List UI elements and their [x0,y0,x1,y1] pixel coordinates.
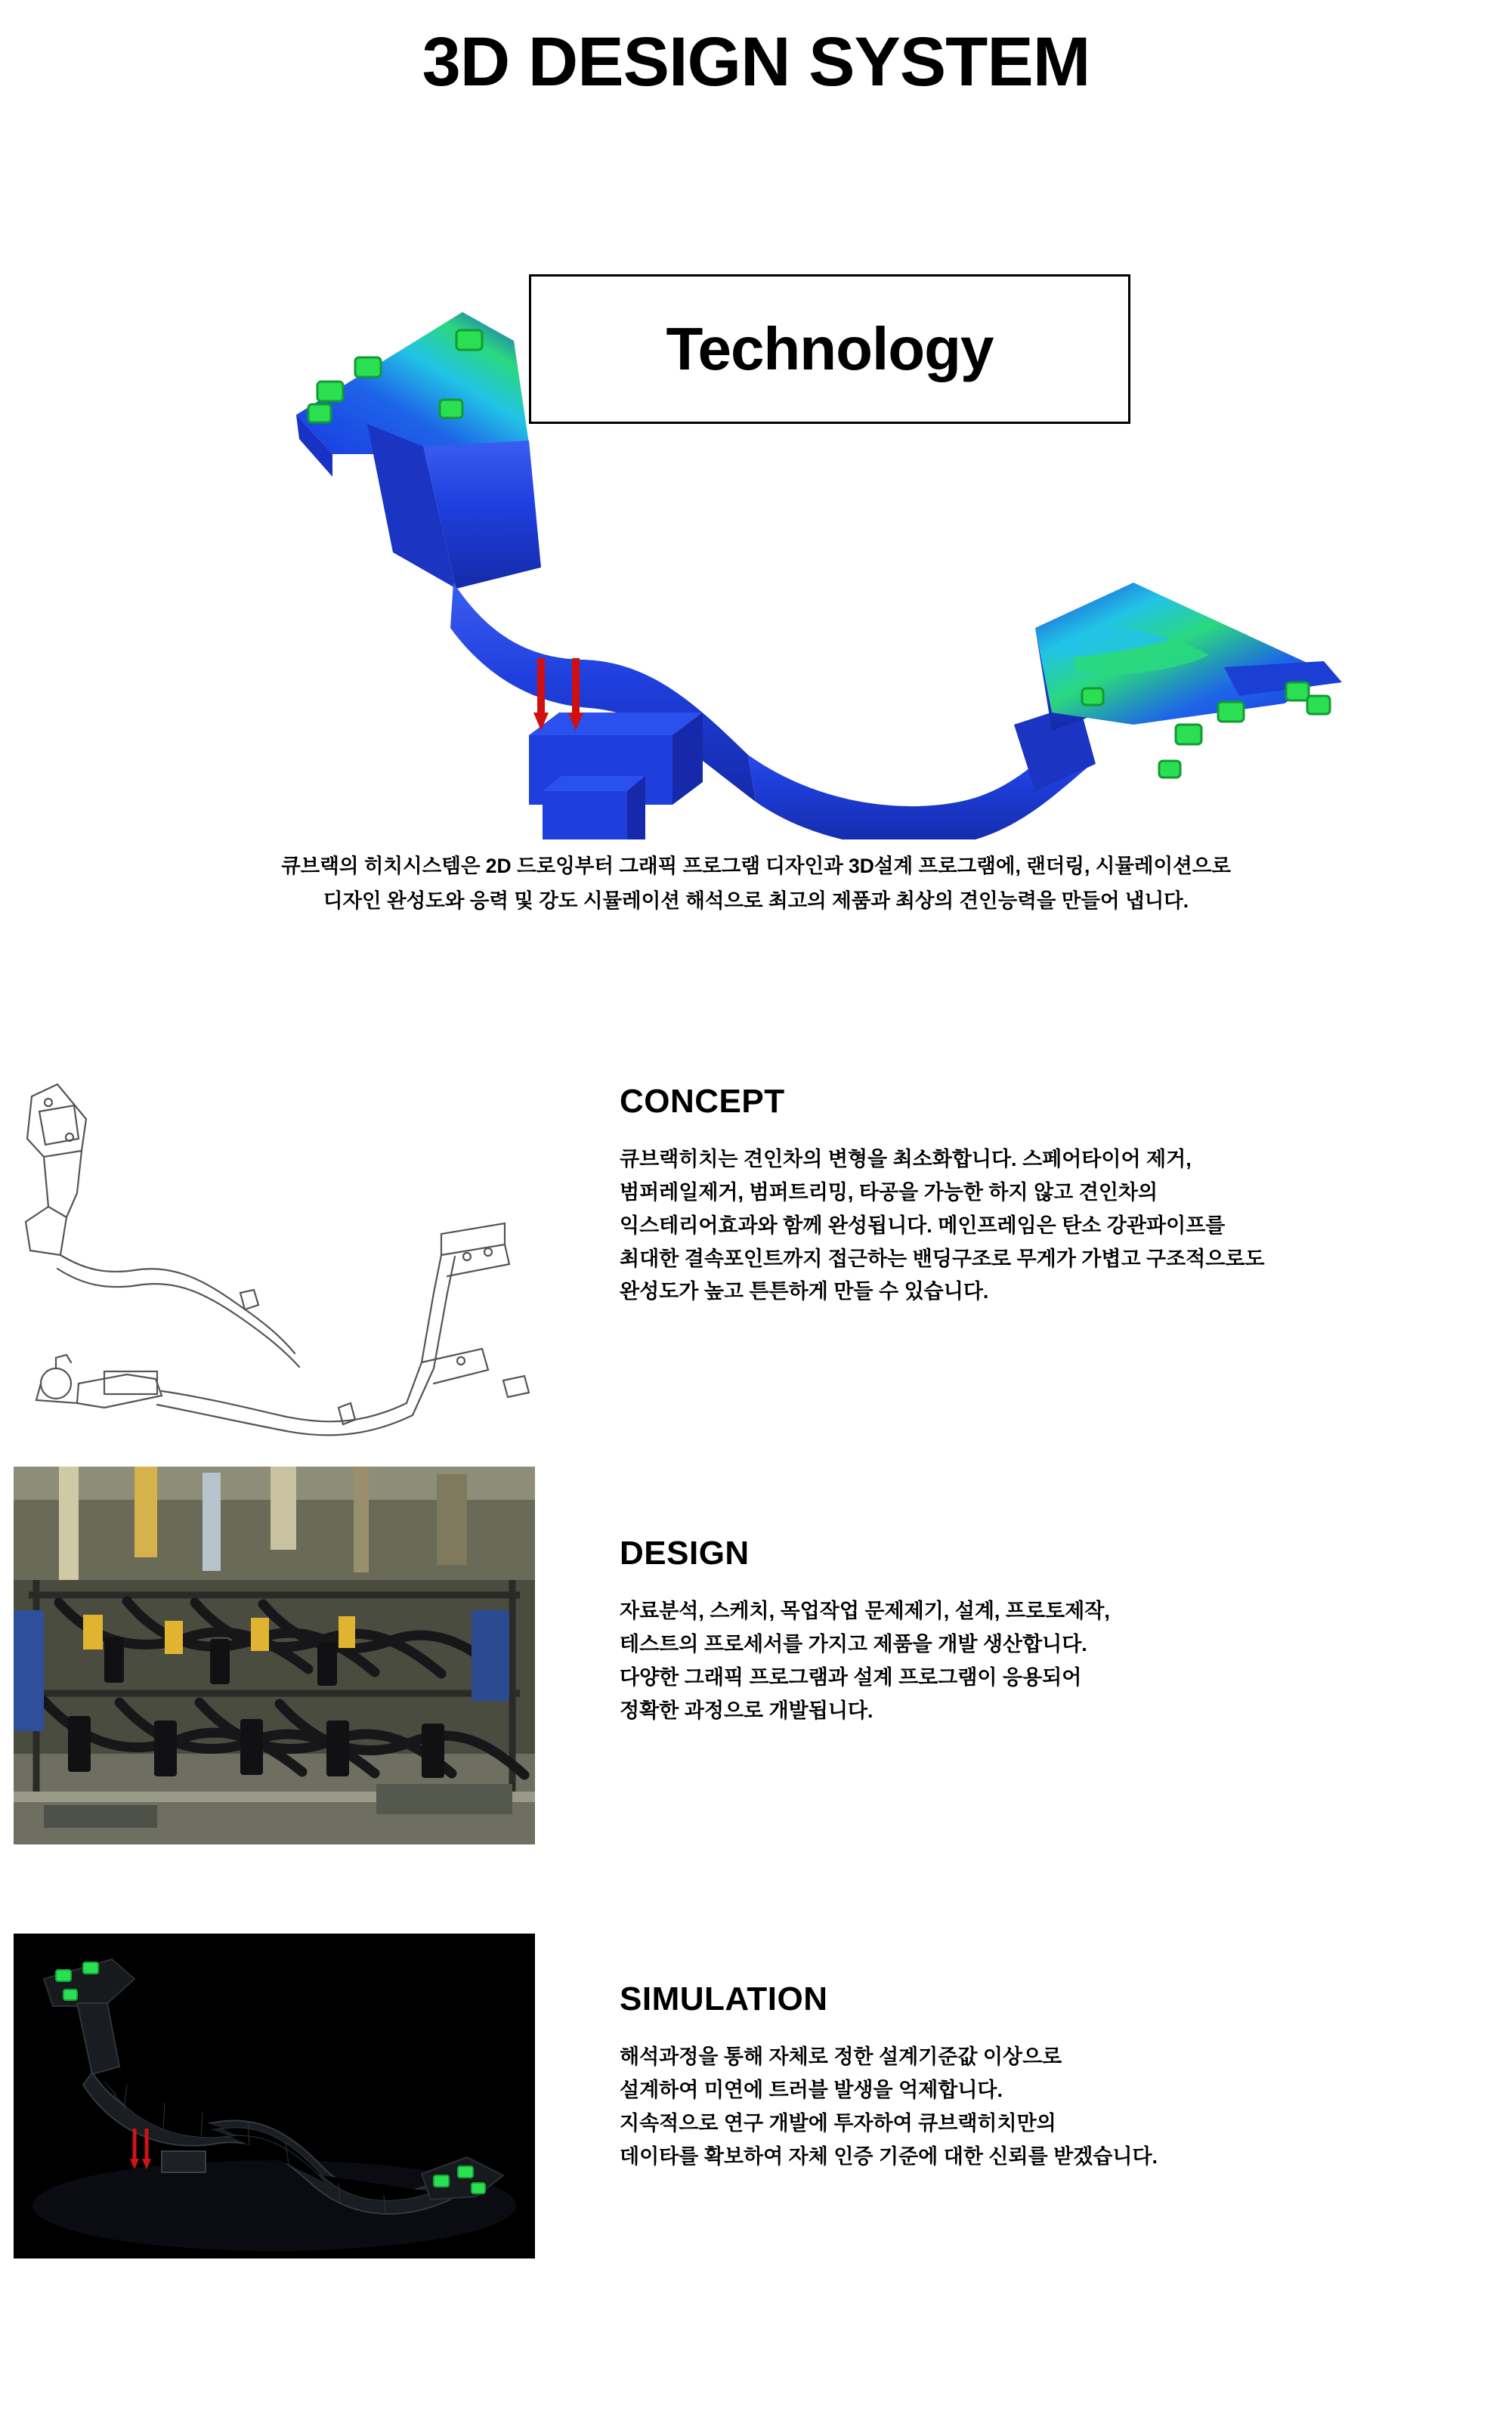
design-text-block [620,1535,1489,1727]
concept-sketch-image [14,1066,535,1436]
design-paragraph [620,1595,1489,1727]
concept-line-2: 범퍼레일제거, 범퍼트리밍, 타공을 가능한 하지 않고 견인차의 [620,1181,1158,1204]
simulation-line-3: 지속적으로 연구 개발에 투자하여 큐브랙히치만의 [620,2111,1056,2135]
simulation-paragraph [620,2041,1489,2173]
fea-stress-simulation-image [0,99,1512,839]
simulation-text-block [620,1980,1489,2173]
design-heading: DESIGN [620,1535,750,1572]
intro-line-1: 큐브랙의 히치시스템은 2D 드로잉부터 그래픽 프로그램 디자인과 3D설계 프로그램에, 랜더링, 시뮬레이션으로 [281,854,1231,877]
simulation-line-2: 설계하여 미연에 트러블 발생을 억제합니다. [620,2079,1003,2102]
concept-line-4: 최대한 결속포인트까지 접근하는 밴딩구조로 무게가 가볍고 구조적으로도 [620,1247,1265,1270]
sections-container [0,1066,1512,2313]
concept-paragraph [620,1143,1489,1309]
simulation-line-4: 데이타를 확보하여 자체 인증 기준에 대한 신뢰를 받겠습니다. [620,2144,1158,2168]
design-line-4: 정확한 과정으로 개발됩니다. [620,1699,873,1722]
design-photo-image [14,1467,535,1844]
concept-line-3: 익스테리어효과와 함께 완성됩니다. 메인프레임은 탄소 강관파이프를 [620,1214,1226,1237]
page-title: 3D DESIGN SYSTEM [422,23,1090,100]
section-simulation [0,1920,1512,2313]
design-line-3: 다양한 그래픽 프로그램과 설계 프로그램이 응용되어 [620,1665,1082,1689]
section-concept [0,1066,1512,1467]
concept-heading: CONCEPT [620,1083,785,1121]
section-design [0,1467,1512,1920]
hero-section [0,99,1512,839]
technology-badge-label: Technology [666,314,994,382]
design-line-1: 자료분석, 스케치, 목업작업 문제제기, 설계, 프로토제작, [620,1600,1110,1623]
simulation-heading: SIMULATION [620,1980,828,2018]
simulation-line-1: 해석과정을 통해 자체로 정한 설계기준값 이상으로 [620,2045,1062,2069]
technology-badge [529,274,1130,424]
simulation-mesh-image [14,1934,535,2259]
intro-line-2: 디자인 완성도와 응력 및 강도 시뮬레이션 해석으로 최고의 제품과 최상의 견인능력을 만들어 냅니다. [323,889,1189,912]
concept-line-1: 큐브랙히치는 견인차의 변형을 최소화합니다. 스페어타이어 제거, [620,1148,1192,1171]
concept-line-5: 완성도가 높고 튼튼하게 만들 수 있습니다. [620,1280,989,1303]
design-line-2: 테스트의 프로세서를 가지고 제품을 개발 생산합니다. [620,1633,1087,1656]
intro-paragraph [0,849,1512,919]
concept-text-block [620,1083,1489,1309]
